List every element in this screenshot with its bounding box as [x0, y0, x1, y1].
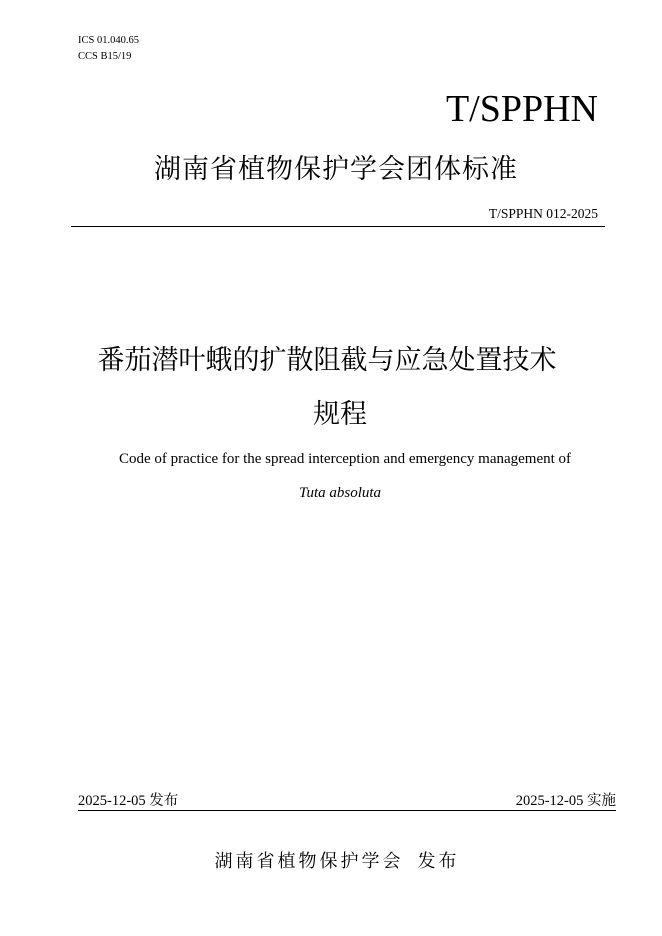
- publisher-action: 发布: [417, 851, 460, 872]
- title-chinese-line-2: 规程: [313, 399, 367, 430]
- implementation-date: 2025-12-05 实施: [515, 793, 616, 809]
- issue-date: 2025-12-05 发布: [78, 793, 179, 809]
- standard-number: T/SPPHN 012-2025: [488, 206, 598, 221]
- ics-code: ICS 01.040.65: [78, 35, 139, 46]
- organization-standard-title: 湖南省植物保护学会团体标准: [154, 154, 518, 185]
- publisher-line: [0, 850, 662, 874]
- title-english-line-2: Tuta absoluta: [298, 485, 382, 501]
- publisher-organization: 湖南省植物保护学会: [214, 851, 404, 872]
- ccs-code: CCS B15/19: [78, 51, 132, 62]
- bottom-divider: [78, 810, 616, 811]
- title-english-line-1: Code of practice for the spread interception and emergency management of: [119, 451, 572, 467]
- top-divider: [71, 226, 605, 227]
- title-chinese-line-1: 番茄潜叶蛾的扩散阻截与应急处置技术: [97, 345, 557, 376]
- standard-mark: T/SPPHN: [445, 88, 598, 130]
